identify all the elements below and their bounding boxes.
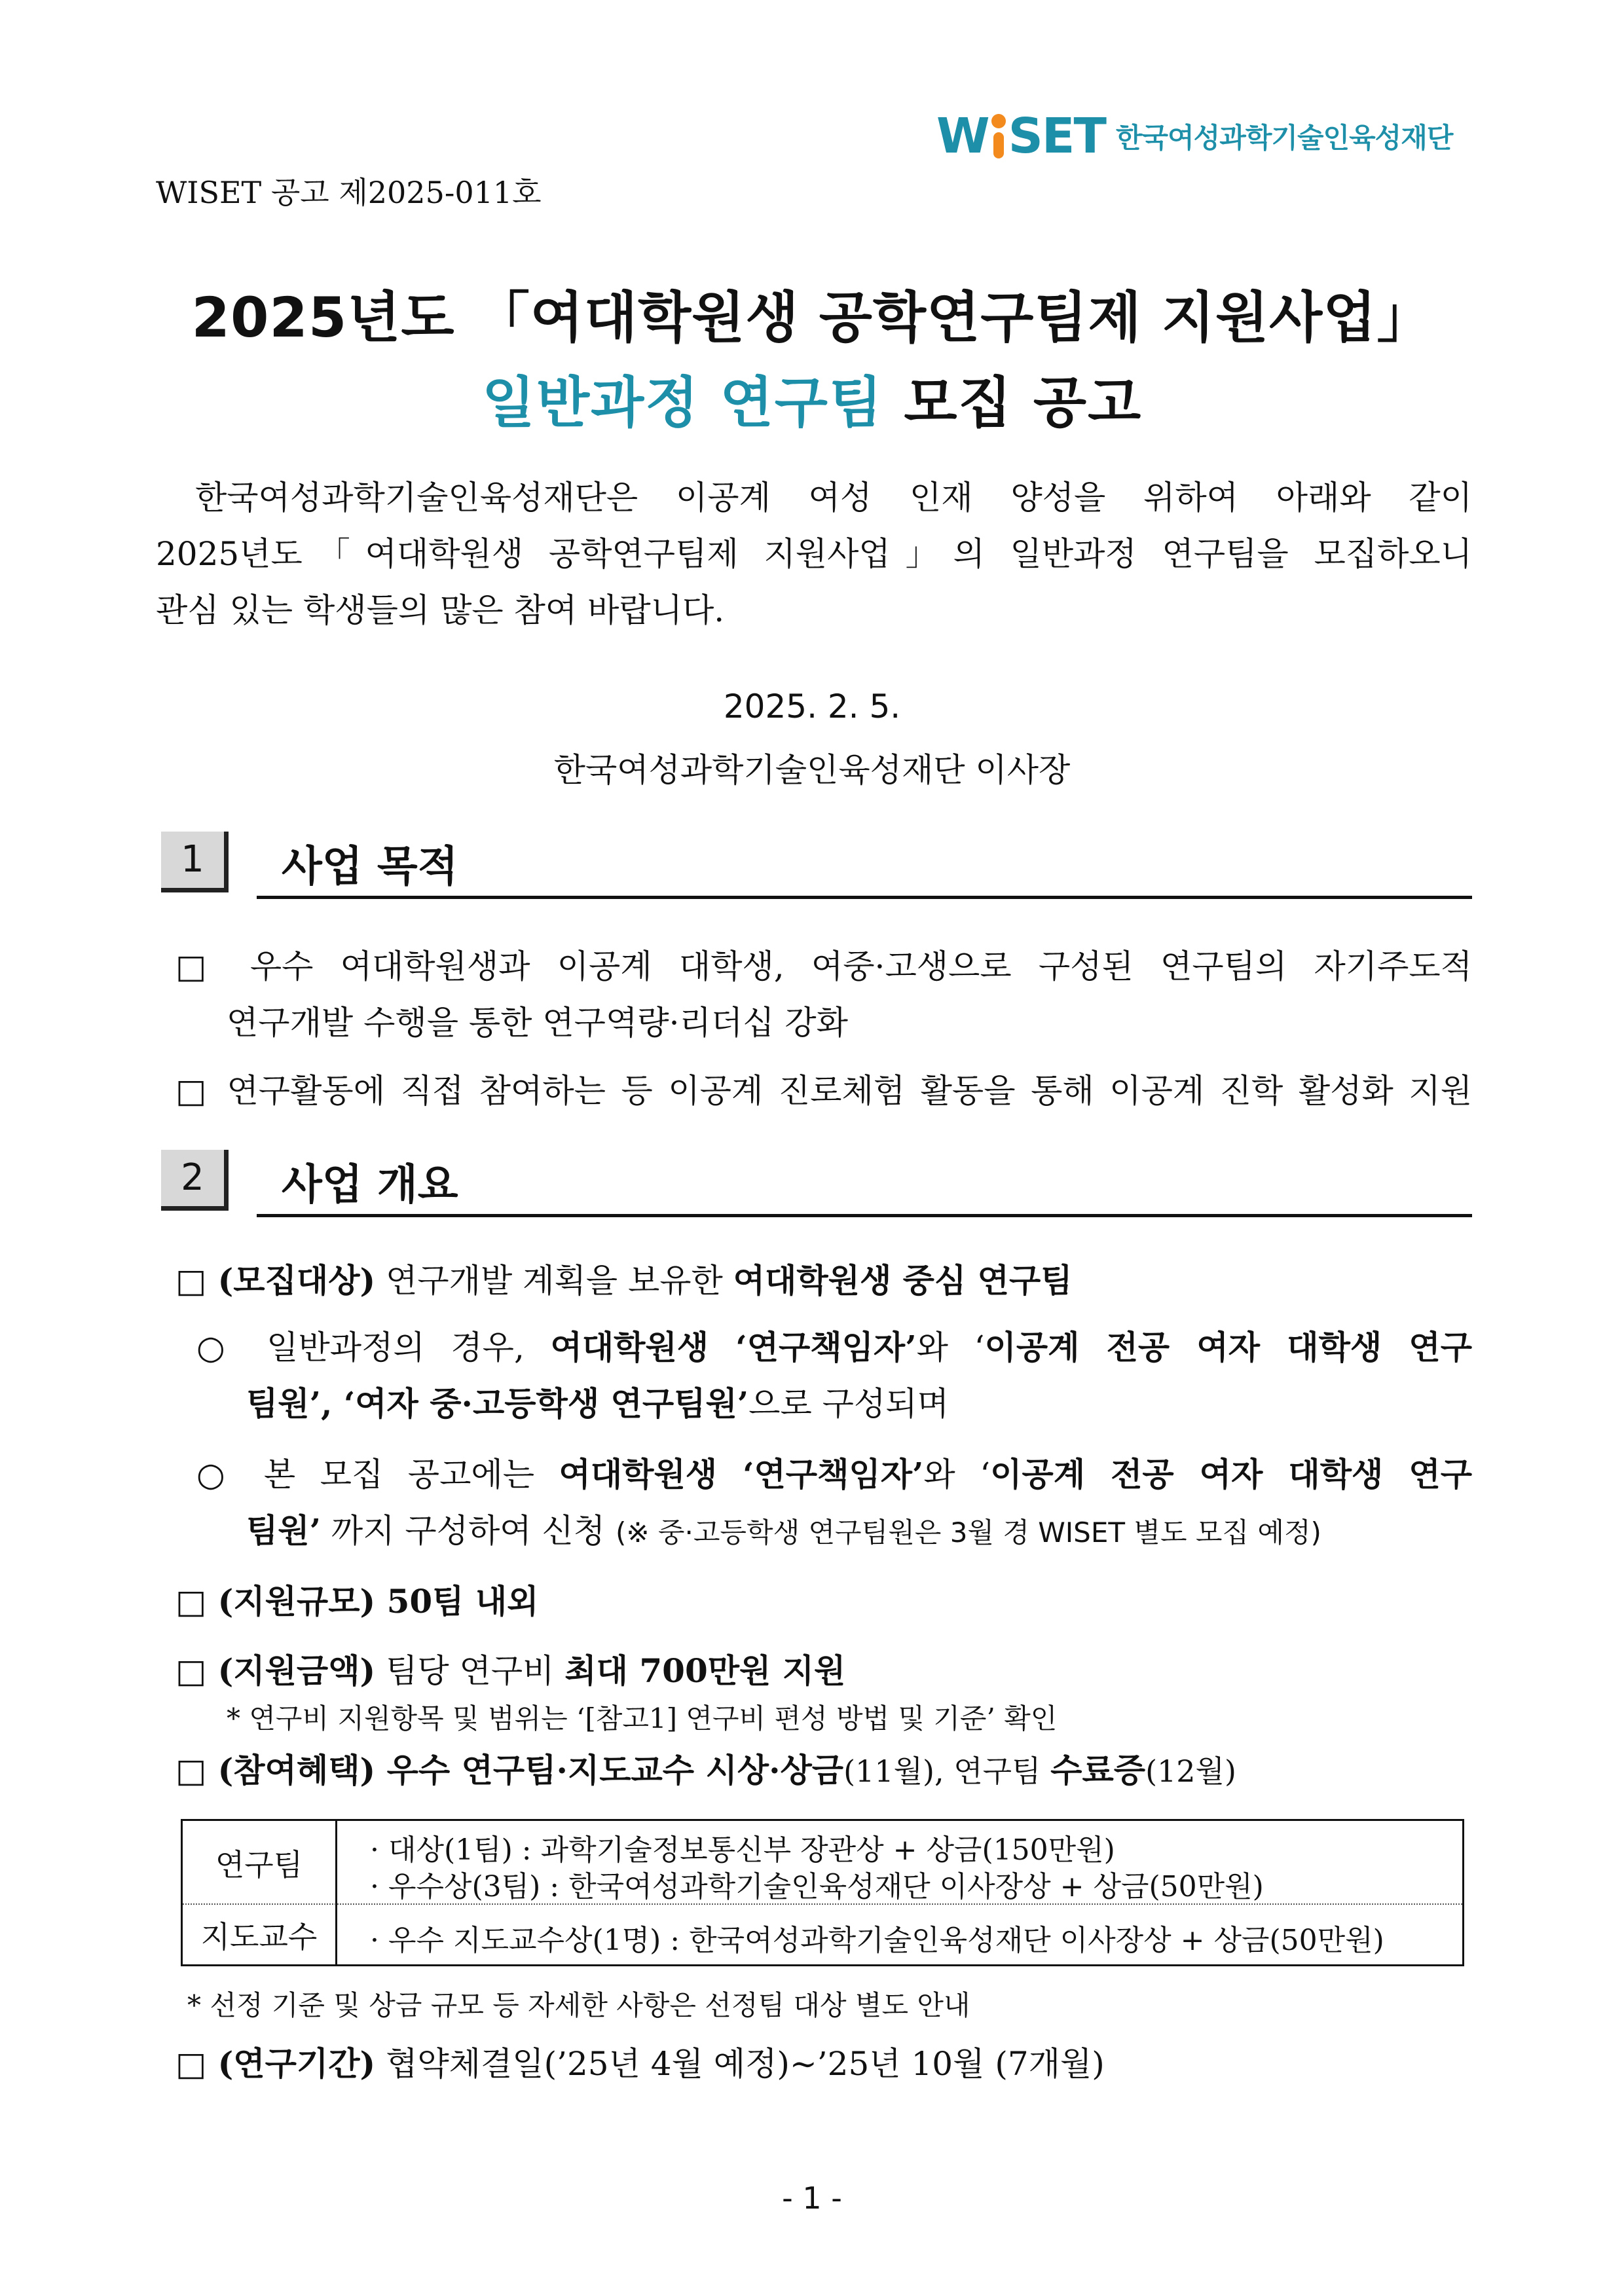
sub1-c: 와 ‘	[916, 1329, 985, 1367]
target-sub-2	[196, 1448, 1472, 1496]
target-sub-1	[196, 1321, 1472, 1368]
purpose-item-2: □ 연구활동에 직접 참여하는 등 이공계 진로체험 활동을 통해 이공계 진학 활성화 지원	[175, 1072, 1472, 1110]
target-bold: 여대학원생 중심 연구팀	[733, 1261, 1073, 1300]
title-highlight: 일반과정 연구팀	[481, 371, 884, 435]
logo-i-icon	[991, 114, 1006, 158]
benefit-bold-2: 수료증	[1050, 1751, 1146, 1790]
award-table	[181, 1819, 1464, 1966]
period-row	[175, 2038, 1105, 2085]
issuer: 한국여성과학기술인육성재단 이사장	[553, 751, 1071, 789]
wiset-logo	[936, 110, 1452, 162]
scale-text: 50팀 내외	[375, 1582, 539, 1621]
sub1-a: ○ 일반과정의 경우,	[196, 1329, 551, 1367]
announce-date: 2025. 2. 5.	[723, 688, 901, 725]
benefit-text-1: (11월), 연구팀	[843, 1753, 1051, 1789]
page-number: - 1 -	[782, 2180, 842, 2216]
sub2-d: 이공계 전공 여자 대학생 연구	[990, 1455, 1472, 1494]
title-line-2	[0, 359, 1624, 438]
target-sub-2-cont	[246, 1505, 1321, 1552]
target-label: □ (모집대상)	[175, 1261, 376, 1300]
sub2-b: 여대학원생 ‘연구책임자’	[559, 1455, 924, 1494]
sub2-line2-a: 팀원’	[246, 1511, 322, 1550]
logo-org-name: 한국여성과학기술인육성재단	[1115, 122, 1453, 154]
benefit-label: □ (참여혜택)	[175, 1751, 376, 1790]
benefit-row	[175, 1744, 1236, 1791]
title-rest: 모집 공고	[883, 371, 1143, 435]
purpose-item-1: □ 우수 여대학원생과 이공계 대학생, 여중·고생으로 구성된 연구팀의 자기주도적	[175, 947, 1472, 985]
intro-line-2: 2025년도「여대학원생 공학연구팀제 지원사업」의 일반과정 연구팀을 모집하오니	[156, 535, 1472, 573]
notice-number: WISET 공고 제2025-011호	[156, 175, 542, 210]
amount-bold: 최대 700만원 지원	[564, 1651, 846, 1690]
sub1-line2-a: 팀원’, ‘여자 중·고등학생 연구팀원’	[246, 1384, 749, 1423]
table-team-award-2: · 우수상(3팀) : 한국여성과학기술인육성재단 이사장상 + 상금(50만원)	[370, 1870, 1264, 1903]
period-text: 협약체결일(’25년 4월 예정)∼’25년 10월 (7개월)	[375, 2045, 1105, 2083]
purpose-item-1-cont: 연구개발 수행을 통한 연구역량·리더십 강화	[227, 1004, 848, 1042]
intro-line-3: 관심 있는 학생들의 많은 참여 바랍니다.	[156, 591, 725, 629]
sub2-line2-b: 까지 구성하여 신청	[321, 1512, 616, 1550]
scale-row	[175, 1575, 538, 1623]
intro-line-1: 한국여성과학기술인육성재단은 이공계 여성 인재 양성을 위하여 아래와 같이	[195, 479, 1472, 517]
table-label-advisor: 지도교수	[183, 1905, 337, 1964]
section-2-rule	[257, 1214, 1472, 1217]
section-1-title: 사업 목적	[282, 843, 458, 891]
table-team-award-1: · 대상(1팀) : 과학기술정보통신부 장관상 + 상금(150만원)	[370, 1833, 1115, 1867]
sub2-c: 와 ‘	[923, 1456, 991, 1494]
sub1-line2-b: 으로 구성되며	[748, 1385, 949, 1423]
amount-label: □ (지원금액)	[175, 1651, 376, 1690]
sub2-a: ○ 본 모집 공고에는	[196, 1456, 559, 1494]
title-line-1: 2025년도 「여대학원생 공학연구팀제 지원사업」	[191, 285, 1433, 350]
table-note: * 선정 기준 및 상금 규모 등 자세한 사항은 선정팀 대상 별도 안내	[187, 1989, 970, 2021]
amount-note: * 연구비 지원항목 및 범위는 ‘[참고1] 연구비 편성 방법 및 기준’ 확인	[227, 1702, 1058, 1735]
section-1-number: 1	[161, 832, 229, 892]
amount-text: 팀당 연구비	[375, 1652, 565, 1690]
benefit-bold-1: 우수 연구팀·지도교수 시상·상금	[375, 1751, 844, 1790]
target-text: 연구개발 계획을 보유한	[375, 1262, 733, 1300]
sub2-note: (※ 중·고등학생 연구팀원은 3월 경 WISET 별도 모집 예정)	[616, 1516, 1321, 1549]
target-sub-1-cont	[246, 1378, 949, 1425]
period-label: □ (연구기간)	[175, 2044, 376, 2083]
benefit-text-2: (12월)	[1145, 1753, 1236, 1789]
table-advisor-award: · 우수 지도교수상(1명) : 한국여성과학기술인육성재단 이사장상 + 상금(50만원)	[370, 1924, 1384, 1957]
target-row	[175, 1255, 1073, 1302]
table-label-team: 연구팀	[183, 1821, 337, 1905]
logo-w: W	[936, 108, 989, 164]
scale-label: □ (지원규모)	[175, 1582, 376, 1621]
section-2-title: 사업 개요	[282, 1161, 458, 1209]
section-2-number: 2	[161, 1150, 229, 1211]
logo-set: SET	[1008, 108, 1105, 164]
amount-row	[175, 1645, 845, 1692]
sub1-d: 이공계 전공 여자 대학생 연구	[984, 1328, 1472, 1367]
table-divider	[183, 1903, 1462, 1905]
sub1-b: 여대학원생 ‘연구책임자’	[550, 1328, 917, 1367]
section-1-rule	[257, 896, 1472, 899]
